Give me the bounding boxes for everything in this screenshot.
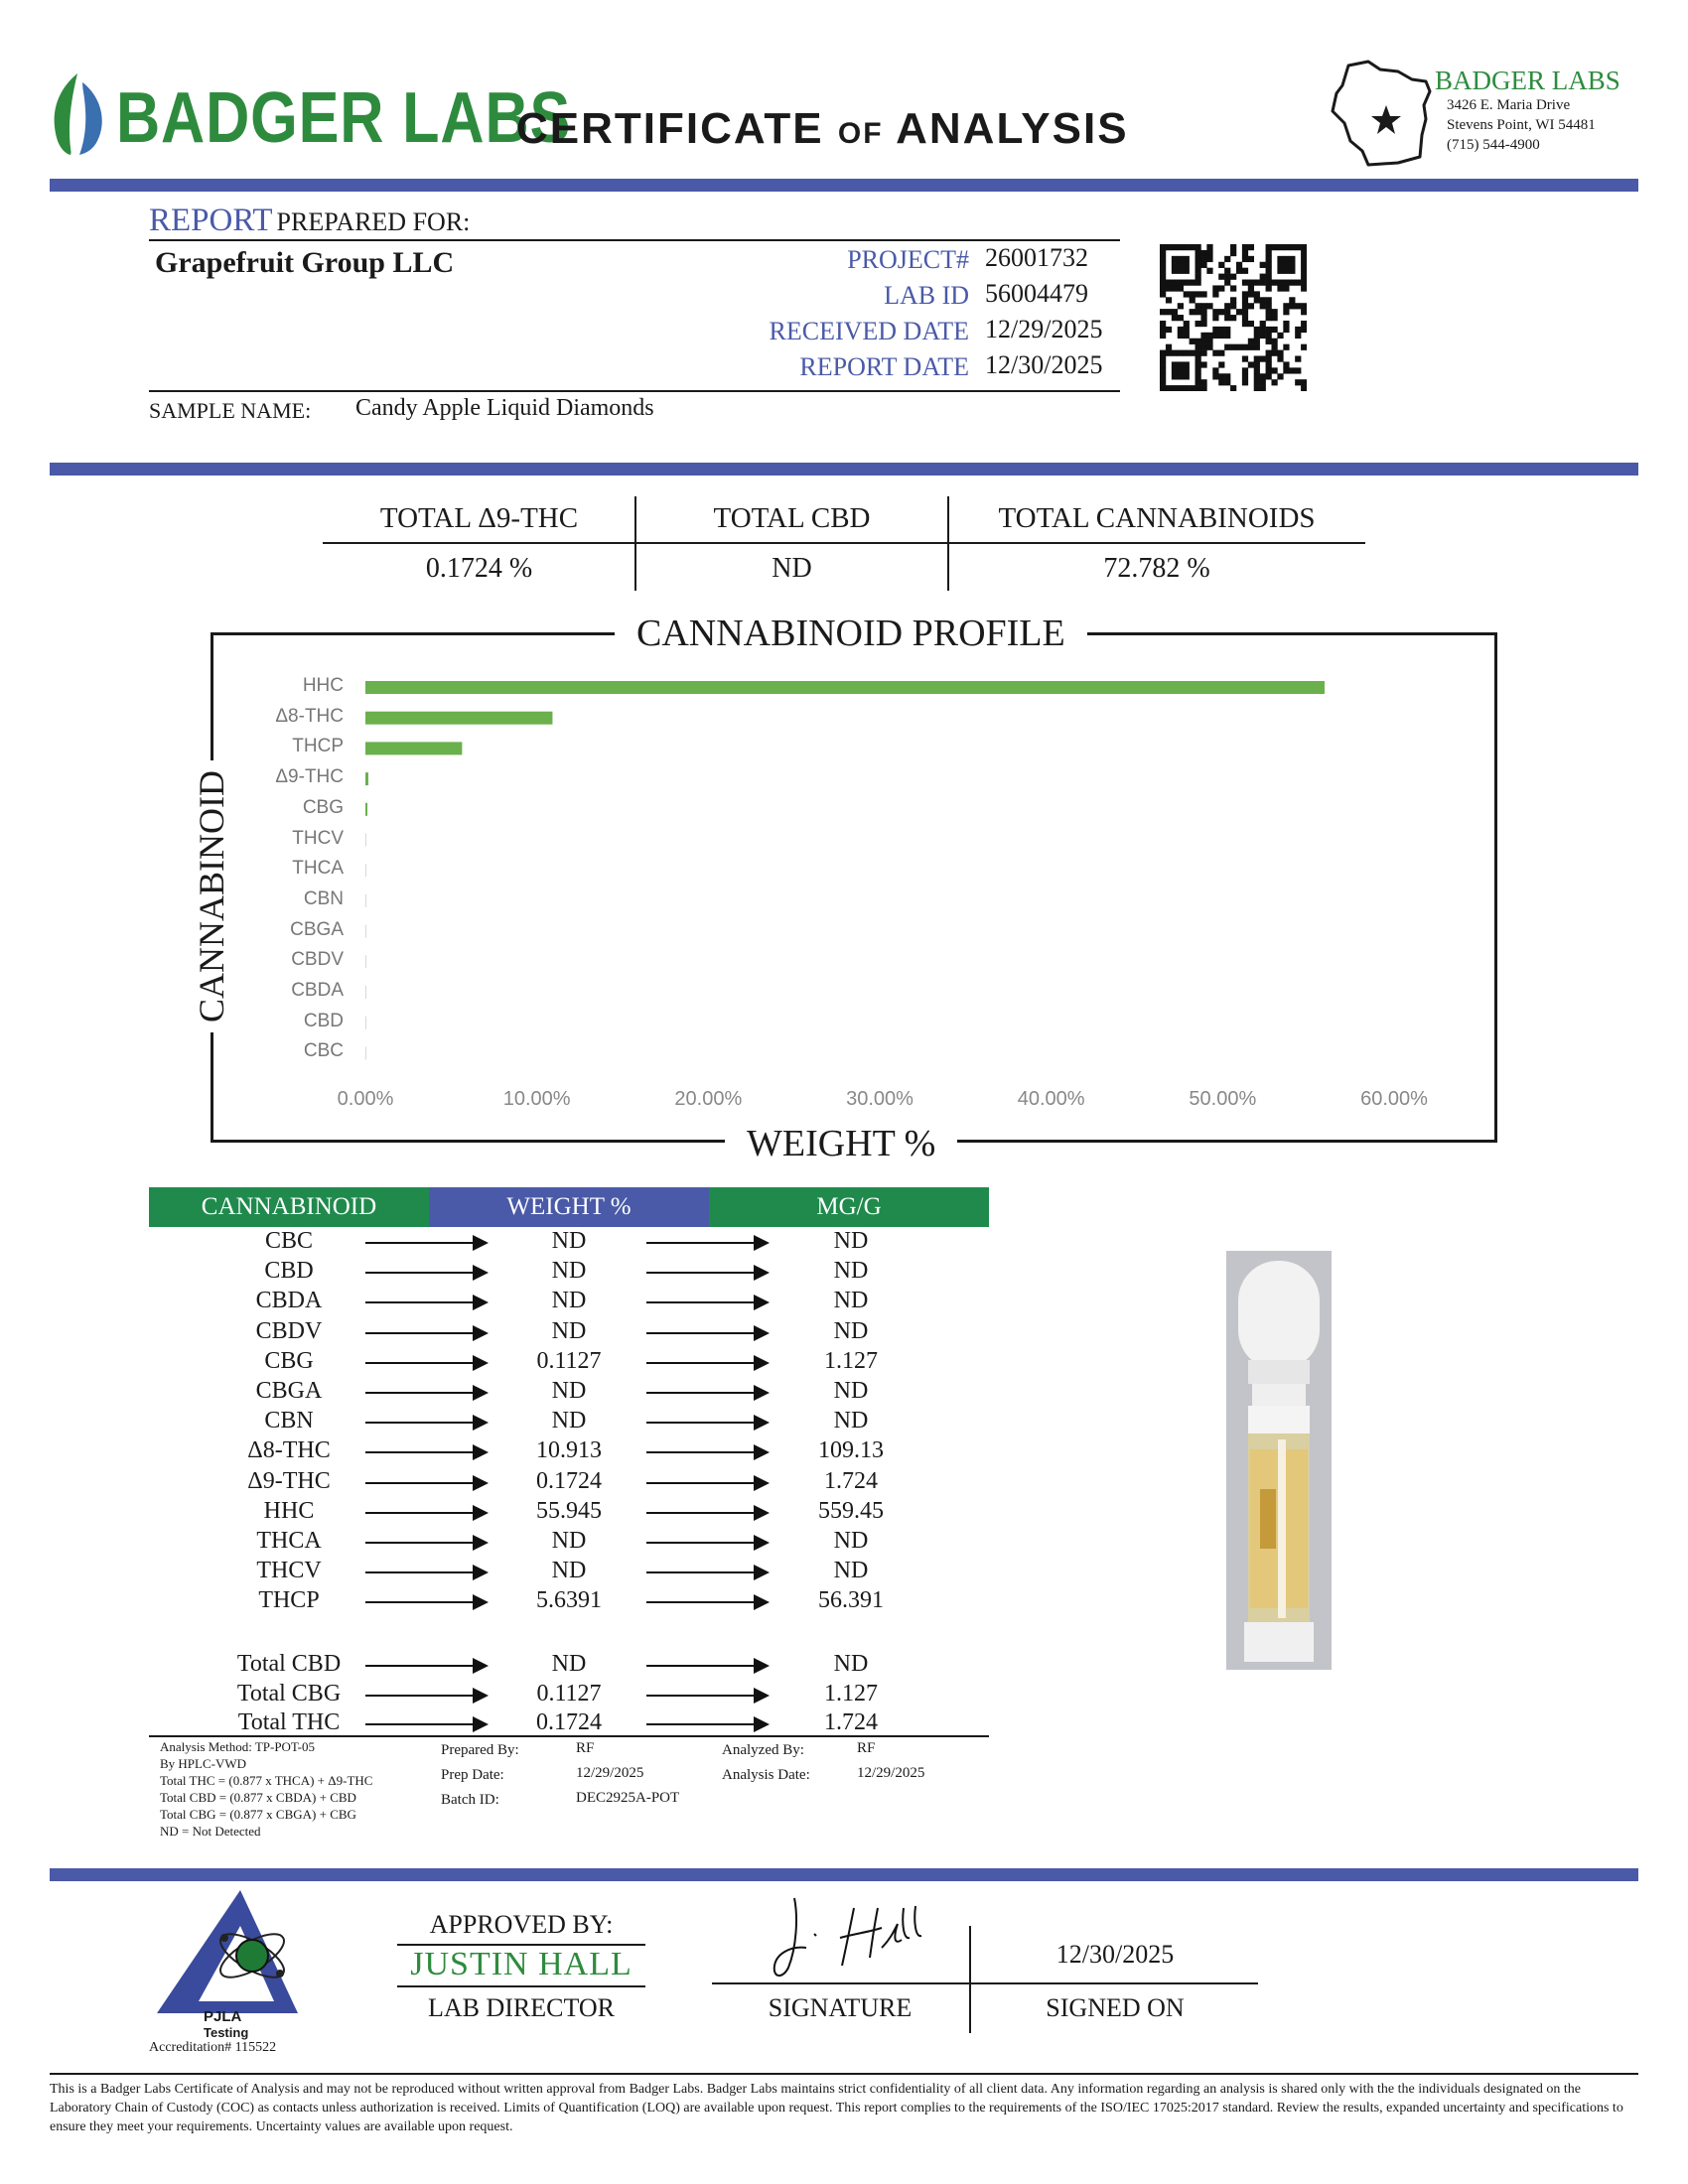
chart-bar-thca [365,864,366,877]
sample-name-label: SAMPLE NAME: [149,398,312,423]
report-date-label: REPORT DATE [799,352,969,381]
table-cell-weight: ND [551,1408,587,1434]
wisconsin-map-icon [1329,58,1438,169]
approver-name: JUSTIN HALL [410,1946,633,1982]
arrow-icon [646,1723,766,1725]
arrow-icon [365,1542,485,1544]
arrow-icon [646,1362,766,1364]
arrow-icon [365,1301,485,1303]
accreditation-number: Accreditation# 115522 [149,2040,277,2055]
header-rule [50,179,1638,192]
arrow-icon [365,1332,485,1334]
chart-category-label: Δ8-THC [275,705,344,727]
total-cannabinoids-label: TOTAL CANNABINOIDS [998,502,1316,534]
table-cell-cannabinoid: CBC [264,1228,314,1254]
arrow-icon [646,1422,766,1424]
arrow-icon [365,1665,485,1667]
lab-name: BADGER LABS [1435,66,1620,95]
chart-tick-label: 40.00% [1017,1088,1085,1110]
table-cell-mgg: ND [833,1258,869,1285]
analysis-note-line: ND = Not Detected [160,1824,261,1839]
table-header-cannabinoid: CANNABINOID [149,1187,429,1227]
arrow-icon [646,1695,766,1697]
table-cell-mgg: 1.724 [824,1467,878,1494]
arrow-icon [365,1422,485,1424]
table-cell-weight: 0.1127 [536,1347,602,1374]
table-cell-mgg: ND [833,1288,869,1314]
pjla-testing-label: Testing [204,2025,249,2040]
chart-category-label: THCA [292,858,344,880]
report-top-rule [149,239,1120,241]
table-cell-mgg: ND [833,1317,869,1344]
chart-category-label: Δ9-THC [275,766,344,788]
table-cell-weight: ND [551,1378,587,1404]
chart-bar-cbc [365,1046,366,1059]
chart-y-axis-title: CANNABINOID [191,760,232,1032]
table-bottom-rule [149,1735,989,1737]
table-cell-cannabinoid: CBN [264,1408,314,1434]
footer-rule [50,1868,1638,1881]
pjla-label: PJLA [204,2008,242,2025]
report-date-value: 12/30/2025 [985,350,1103,379]
table-cell-mgg: 1.724 [824,1709,878,1735]
arrow-icon [365,1571,485,1573]
chart-category-label: THCP [292,736,344,757]
table-cell-weight: ND [551,1558,587,1584]
table-cell-weight: ND [551,1651,587,1677]
chart-category-label: CBD [303,1010,344,1031]
arrow-icon [365,1362,485,1364]
arrow-icon [646,1482,766,1484]
chart-bar-cbga [365,925,366,938]
totals-rule [323,542,1365,544]
chart-tick-label: 50.00% [1189,1088,1257,1110]
arrow-icon [365,1512,485,1514]
document-title: CERTIFICATE OF ANALYSIS [516,104,1129,153]
lab-id-value: 56004479 [985,279,1088,308]
qr-code[interactable] [1160,244,1307,391]
table-header-weight: WEIGHT % [429,1187,709,1227]
client-name: Grapefruit Group LLC [155,246,455,279]
arrow-icon [646,1571,766,1573]
table-cell-cannabinoid: HHC [263,1497,315,1524]
chart-plot-area [357,671,1430,1068]
analysis-note-line: Total CBD = (0.877 x CBDA) + CBD [160,1790,356,1805]
received-date-label: RECEIVED DATE [769,317,969,345]
table-cell-cannabinoid: CBD [264,1258,314,1285]
arrow-icon [365,1695,485,1697]
chart-bar-cbda [365,986,366,999]
analyzed-by-label: Analyzed By: [722,1742,804,1758]
chart-tick-label: 60.00% [1360,1088,1428,1110]
sample-photo [1226,1251,1332,1670]
table-cell-weight: ND [551,1317,587,1344]
arrow-icon [365,1601,485,1603]
disclaimer-rule [50,2073,1638,2075]
prepared-by-label: Prepared By: [441,1742,519,1758]
table-cell-cannabinoid: Δ9-THC [247,1467,331,1494]
lab-address: 3426 E. Maria Drive Stevens Point, WI 54481 (715) 544-4900 [1447,97,1596,153]
table-cell-mgg: 109.13 [818,1437,884,1464]
badger-leaf-logo-icon [48,71,109,157]
chart-category-label: CBC [303,1040,344,1062]
chart-tick-label: 10.00% [502,1088,571,1110]
table-cell-mgg: ND [833,1228,869,1254]
table-cell-cannabinoid: Total CBG [236,1680,342,1706]
arrow-icon [646,1512,766,1514]
report-prepared-label: REPORT PREPARED FOR: [149,203,471,238]
arrow-icon [365,1242,485,1244]
chart-bar-cbg [365,803,367,816]
received-date-value: 12/29/2025 [985,315,1103,343]
total-cbd-label: TOTAL CBD [713,502,871,534]
table-cell-weight: 10.913 [536,1437,602,1464]
arrow-icon [646,1665,766,1667]
sample-name-value: Candy Apple Liquid Diamonds [355,395,654,421]
signed-on-label: SIGNED ON [1046,1993,1185,2022]
chart-category-label: CBG [302,796,344,818]
prep-date-value: 12/29/2025 [576,1765,644,1781]
batch-id-label: Batch ID: [441,1792,499,1808]
arrow-icon [365,1451,485,1453]
chart-bar--8-thc [365,712,552,725]
table-header-mgg: MG/G [709,1187,989,1227]
analysis-note-line: By HPLC-VWD [160,1756,247,1771]
batch-id-value: DEC2925A-POT [576,1790,680,1806]
table-cell-cannabinoid: Δ8-THC [247,1437,331,1464]
chart-category-label: CBN [303,887,344,909]
arrow-icon [365,1392,485,1394]
arrow-icon [646,1242,766,1244]
table-cell-mgg: 1.127 [824,1680,878,1706]
table-cell-weight: ND [551,1288,587,1314]
table-cell-mgg: ND [833,1651,869,1677]
prepared-by-value: RF [576,1740,595,1756]
chart-bar-cbdv [365,955,366,968]
section-rule [50,463,1638,476]
arrow-icon [646,1392,766,1394]
table-cell-weight: 0.1724 [536,1709,602,1735]
chart-bar-thcp [365,742,462,754]
table-cell-mgg: ND [833,1378,869,1404]
chart-tick-label: 20.00% [674,1088,743,1110]
approver-role: LAB DIRECTOR [427,1993,616,2022]
analysis-notes [160,1738,372,1840]
chart-bar-cbn [365,894,366,907]
table-cell-weight: ND [551,1528,587,1554]
analysis-note-line: Total CBG = (0.877 x CBGA) + CBG [160,1807,356,1822]
arrow-icon [365,1482,485,1484]
chart-category-label: CBGA [290,918,344,940]
chart-category-label: CBDV [291,949,344,971]
table-cell-cannabinoid: CBDV [255,1317,323,1344]
table-cell-mgg: ND [833,1408,869,1434]
report-bottom-rule [149,390,1120,392]
chart-title: CANNABINOID PROFILE [615,612,1087,655]
table-cell-weight: 0.1127 [536,1680,602,1706]
arrow-icon [646,1332,766,1334]
table-cell-cannabinoid: THCA [256,1528,322,1554]
total-thc-label: TOTAL Δ9-THC [379,502,579,534]
table-cell-cannabinoid: THCV [256,1558,322,1584]
signature-label: SIGNATURE [768,1993,913,2022]
table-cell-mgg: 559.45 [818,1497,884,1524]
disclaimer-text: This is a Badger Labs Certificate of Analysis and may not be reproduced without written approval from Badger Labs. Badger Labs maintains strict confidentiality of all client data. Any information regarding an analysis is shared only with the the individuals designated on the Laboratory Chain of Custody (COC) as contacts unless authorization is received. Limits of Quantification (LOQ) are available upon request. This report complies to the requirements of the ISO/IEC 17025:2017 standard. Review the results, expanded uncertainty and specifications to ensure they meet your requirements. Uncertainty values are available upon request. [50,2082,1623,2134]
analysis-date-label: Analysis Date: [722,1767,810,1783]
analysis-note-line: Total THC = (0.877 x THCA) + Δ9-THC [160,1773,373,1788]
arrow-icon [646,1542,766,1544]
table-cell-mgg: ND [833,1558,869,1584]
table-cell-weight: 55.945 [536,1497,602,1524]
table-cell-mgg: 56.391 [818,1587,884,1614]
chart-tick-label: 0.00% [337,1088,394,1110]
total-thc-value: 0.1724 % [425,553,533,584]
chart-category-label: HHC [302,675,344,696]
table-cell-mgg: 1.127 [824,1347,878,1374]
arrow-icon [646,1301,766,1303]
total-cannabinoids-value: 72.782 % [1103,553,1210,584]
table-cell-cannabinoid: Total THC [237,1709,341,1735]
chart-bar-cbd [365,1017,366,1029]
arrow-icon [646,1272,766,1274]
arrow-icon [646,1601,766,1603]
project-value: 26001732 [985,243,1088,272]
table-cell-cannabinoid: Total CBD [236,1651,342,1677]
analysis-date-value: 12/29/2025 [857,1765,925,1781]
analyzed-by-value: RF [857,1740,876,1756]
chart-category-label: THCV [292,827,344,849]
chart-category-label: CBDA [291,980,344,1001]
prep-date-label: Prep Date: [441,1767,504,1783]
signed-date: 12/30/2025 [1055,1940,1175,1969]
project-label: PROJECT# [847,245,969,274]
analysis-note-line: Analysis Method: TP-POT-05 [160,1739,316,1754]
approved-by-label: APPROVED BY: [429,1910,614,1939]
table-cell-cannabinoid: CBDA [255,1288,323,1314]
table-cell-weight: ND [551,1228,587,1254]
logo-text: BADGER LABS [116,78,572,158]
signature-rule [712,1982,1258,1984]
chart-bar--9-thc [365,772,368,785]
table-cell-cannabinoid: CBGA [255,1378,323,1404]
table-cell-cannabinoid: CBG [264,1347,314,1374]
signature-image [755,1888,953,1987]
total-cbd-value: ND [772,553,812,584]
arrow-icon [646,1451,766,1453]
table-cell-weight: ND [551,1258,587,1285]
table-cell-cannabinoid: THCP [258,1587,320,1614]
table-cell-mgg: ND [833,1528,869,1554]
arrow-icon [365,1272,485,1274]
lab-id-label: LAB ID [884,281,969,310]
approved-bottom-rule [397,1985,645,1987]
table-cell-weight: 0.1724 [536,1467,602,1494]
chart-bar-hhc [365,681,1325,694]
table-cell-weight: 5.6391 [536,1587,602,1614]
chart-tick-label: 30.00% [846,1088,914,1110]
chart-x-axis-title: WEIGHT % [725,1122,957,1165]
arrow-icon [365,1723,485,1725]
pjla-accreditation-logo [149,1886,308,2015]
chart-bar-thcv [365,834,366,847]
